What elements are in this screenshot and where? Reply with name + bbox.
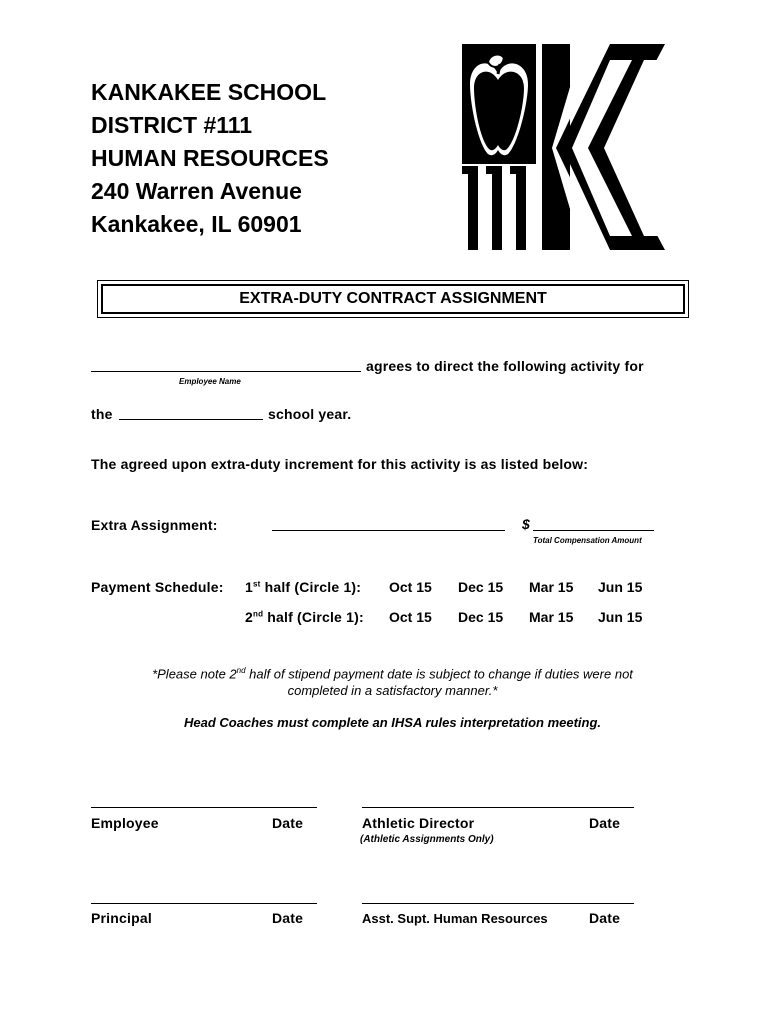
employee-label: Employee [91,815,159,831]
asst-supt-date-label: Date [589,910,621,926]
athletic-assignments-note: (Athletic Assignments Only) [360,834,494,845]
increment-text: The agreed upon extra-duty increment for this activity is as listed below: [91,456,589,472]
employee-date-label: Date [272,815,304,831]
first-half-rest: half (Circle 1): [264,579,362,595]
city-state-zip: Kankakee, IL 60901 [91,211,302,237]
district-111-apple-k-logo [460,44,665,252]
second-half-rest: half (Circle 1): [267,609,364,625]
first-half-jun15[interactable]: Jun 15 [598,579,643,595]
second-half-jun15[interactable]: Jun 15 [598,609,643,625]
compensation-caption: Total Compensation Amount [533,536,642,545]
stipend-note-line2: completed in a satisfactory manner.* [287,683,498,698]
school-year-field[interactable] [119,407,263,420]
first-half-dec15[interactable]: Dec 15 [458,579,504,595]
employee-signature-line[interactable] [91,807,317,808]
stipend-note-rest: half of stipend payment date is subject to change if duties were not [245,666,633,682]
second-half-dec15[interactable]: Dec 15 [458,609,504,625]
second-half-num: 2 [245,609,253,625]
the-text: the [91,406,113,422]
district-name-line1: KANKAKEE SCHOOL [91,79,327,105]
stipend-note-line1 [0,666,770,681]
dollar-sign: $ [522,516,530,532]
first-half-sup: st [253,579,261,589]
athletic-director-label: Athletic Director [362,815,475,831]
school-year-text: school year. [268,406,352,422]
stipend-note-prefix: *Please note 2 [152,666,237,682]
coaches-note: Head Coaches must complete an IHSA rules interpretation meeting. [183,715,602,730]
second-half-oct15[interactable]: Oct 15 [389,609,432,625]
principal-label: Principal [91,910,152,926]
second-half-label [245,609,364,625]
asst-supt-label: Asst. Supt. Human Resources [362,911,548,926]
department-name: HUMAN RESOURCES [91,145,329,171]
logo-graphic-icon [460,44,665,252]
first-half-oct15[interactable]: Oct 15 [389,579,432,595]
second-half-mar15[interactable]: Mar 15 [529,609,574,625]
form-title-box [97,280,689,318]
extra-assignment-label: Extra Assignment: [91,517,218,533]
first-half-label [245,579,361,595]
employee-name-field[interactable] [91,359,361,372]
principal-signature-line[interactable] [91,903,317,904]
first-half-num: 1 [245,579,253,595]
extra-assignment-field[interactable] [272,518,505,531]
second-half-sup: nd [253,609,264,619]
district-name-line2: DISTRICT #111 [91,112,253,138]
asst-supt-signature-line[interactable] [362,903,634,904]
athletic-director-signature-line[interactable] [362,807,634,808]
first-half-mar15[interactable]: Mar 15 [529,579,574,595]
athletic-director-date-label: Date [589,815,621,831]
compensation-amount-field[interactable] [533,518,654,531]
agrees-text: agrees to direct the following activity for [366,358,644,374]
payment-schedule-label: Payment Schedule: [91,579,224,595]
employee-name-caption: Employee Name [179,377,241,386]
principal-date-label: Date [272,910,304,926]
street-address: 240 Warren Avenue [91,178,302,204]
stipend-note-sup: nd [236,666,246,675]
form-title: EXTRA-DUTY CONTRACT ASSIGNMENT [101,284,685,314]
